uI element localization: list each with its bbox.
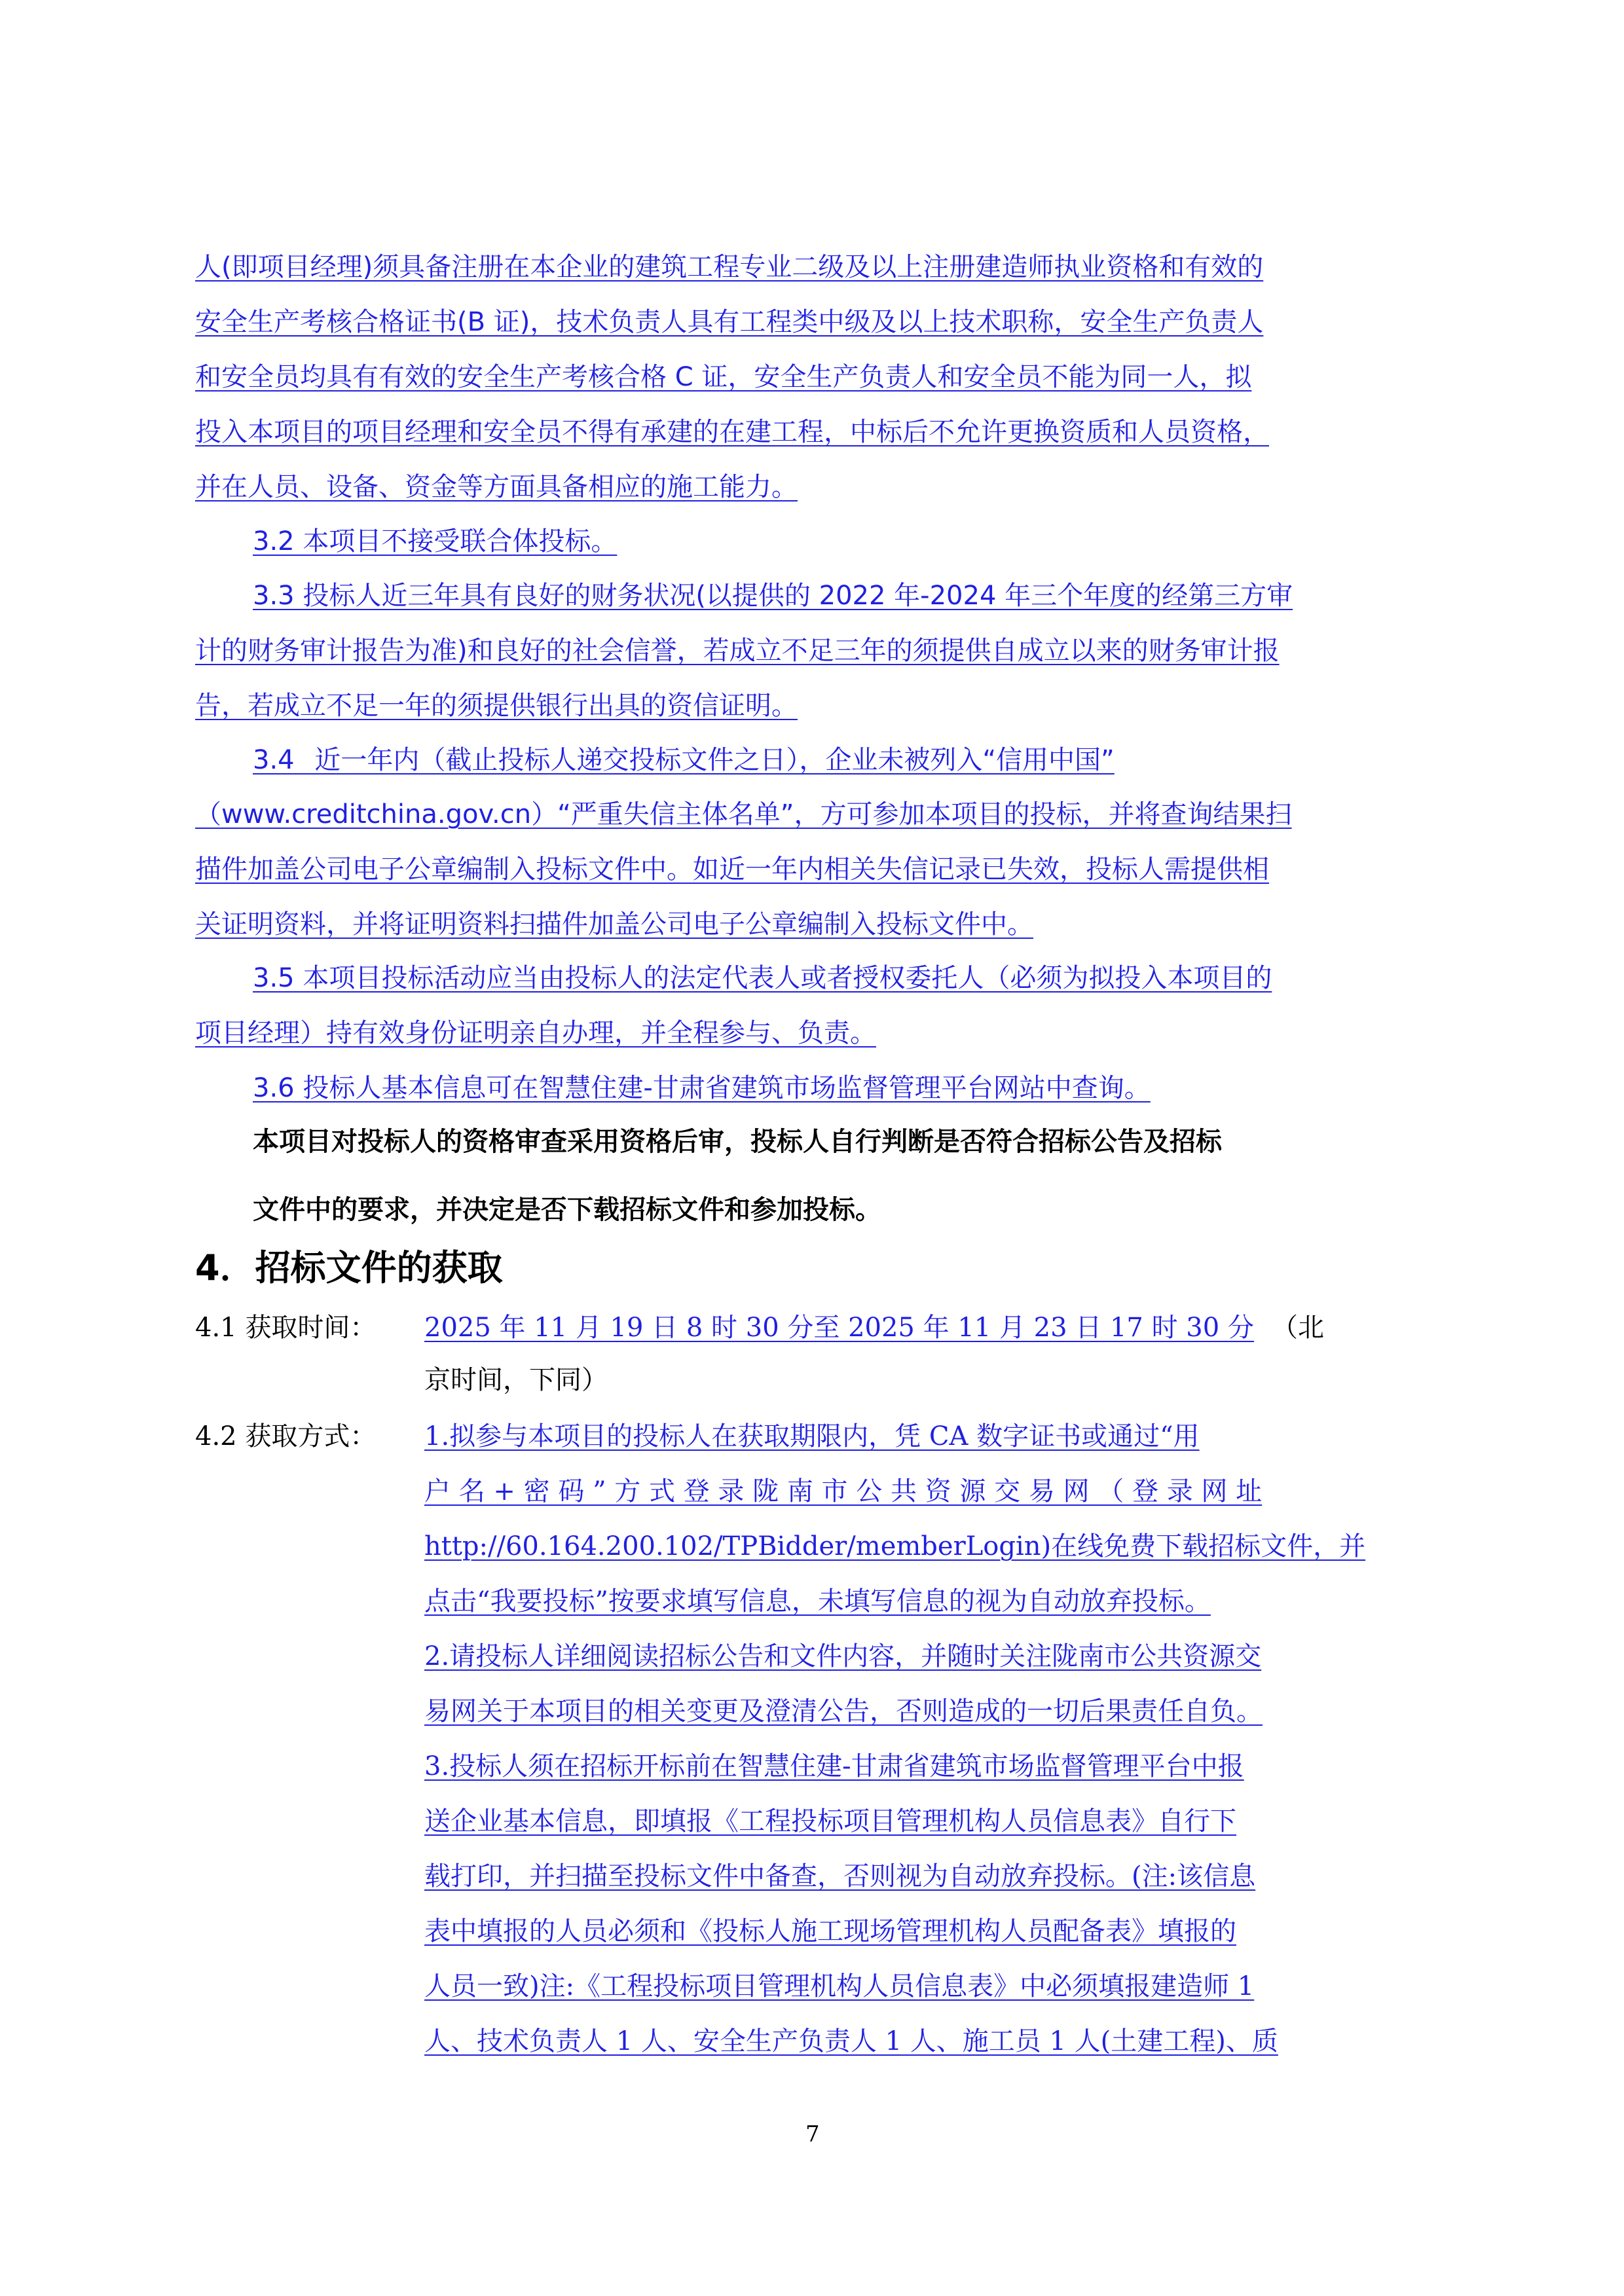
text-line: 描件加盖公司电子公章编制入投标文件中。如近一年内相关失信记录已失效，投标人需提供相 [195, 854, 1269, 884]
text-line: 3.3 投标人近三年具有良好的财务状况(以提供的 2022 年-2024 年三个年度的经第三方审 [253, 581, 1293, 611]
acquisition-time-value: 2025 年 11 月 19 日 8 时 30 分至 2025 年 11 月 23 日 17 时 30 分 [424, 1313, 1254, 1343]
text-line: 项目经理）持有效身份证明亲自办理，并全程参与、负责。 [195, 1018, 876, 1048]
text-line: 3.投标人须在招标开标前在智慧住建-甘肃省建筑市场监督管理平台中报 [424, 1751, 1244, 1781]
text-line: 文件中的要求，并决定是否下载招标文件和参加投标。 [253, 1195, 881, 1225]
text-line: 载打印，并扫描至投标文件中备查，否则视为自动放弃投标。(注:该信息 [424, 1861, 1256, 1891]
text-line: 1.拟参与本项目的投标人在获取期限内，凭 CA 数字证书或通过“用 [424, 1421, 1200, 1451]
text-line: 表中填报的人员必须和《投标人施工现场管理机构人员配备表》填报的 [424, 1916, 1236, 1946]
text-line: 人员一致)注:《工程投标项目管理机构人员信息表》中必须填报建造师 1 [424, 1971, 1255, 2001]
text-line: 3.5 本项目投标活动应当由投标人的法定代表人或者授权委托人（必须为拟投入本项目的 [253, 963, 1272, 993]
text-line: 和安全员均具有有效的安全生产考核合格 C 证，安全生产负责人和安全员不能为同一人，拟 [195, 362, 1252, 392]
text-line: 2.请投标人详细阅读招标公告和文件内容，并随时关注陇南市公共资源交 [424, 1641, 1262, 1671]
text-line: 易网关于本项目的相关变更及澄清公告，否则造成的一切后果责任自负。 [424, 1696, 1263, 1726]
text-line: 送企业基本信息，即填报《工程投标项目管理机构人员信息表》自行下 [424, 1806, 1236, 1836]
text-line: 并在人员、设备、资金等方面具备相应的施工能力。 [195, 472, 798, 502]
text-line: 户 名 + 密 码 ” 方 式 登 录 陇 南 市 公 共 资 源 交 易 网 （ 登 录 网 址 [424, 1476, 1263, 1506]
text-line: 本项目对投标人的资格审查采用资格后审，投标人自行判断是否符合招标公告及招标 [253, 1127, 1222, 1157]
text-line: 点击“我要投标”按要求填写信息，未填写信息的视为自动放弃投标。 [424, 1586, 1211, 1616]
text-line: 计的财务审计报告为准)和良好的社会信誉，若成立不足三年的须提供自成立以来的财务审计报 [195, 636, 1280, 666]
page-number: 7 [805, 2121, 820, 2147]
text-line: 人(即项目经理)须具备注册在本企业的建筑工程专业二级及以上注册建造师执业资格和有效的 [195, 252, 1264, 282]
text-line: 关证明资料，并将证明资料扫描件加盖公司电子公章编制入投标文件中。 [195, 909, 1033, 939]
text-line: 3.6 投标人基本信息可在智慧住建-甘肃省建筑市场监督管理平台网站中查询。 [253, 1073, 1151, 1103]
text-line: 人、技术负责人 1 人、安全生产负责人 1 人、施工员 1 人(土建工程)、质 [424, 2026, 1278, 2056]
item-label: 4.2 获取方式： [195, 1421, 377, 1451]
text-line: （www.creditchina.gov.cn）“严重失信主体名单”，方可参加本项目的投标，并将查询结果扫 [195, 799, 1292, 829]
text-line: 3.4 近一年内（截止投标人递交投标文件之日），企业未被列入“信用中国” [253, 745, 1115, 775]
text-line: 3.2 本项目不接受联合体投标。 [253, 526, 618, 556]
text-line: 安全生产考核合格证书(B 证)，技术负责人具有工程类中级及以上技术职称，安全生产负责人 [195, 307, 1264, 337]
text-line: （北 [1272, 1313, 1324, 1343]
section-heading: 4．招标文件的获取 [195, 1247, 503, 1288]
login-url-text: http://60.164.200.102/TPBidder/memberLogin)在线免费下载招标文件，并 [424, 1531, 1366, 1561]
item-label: 4.1 获取时间： [195, 1313, 377, 1343]
text-line: 京时间，下同） [424, 1365, 608, 1395]
text-line: 告，若成立不足一年的须提供银行出具的资信证明。 [195, 691, 798, 721]
text-line: 投入本项目的项目经理和安全员不得有承建的在建工程，中标后不允许更换资质和人员资格， [195, 417, 1269, 447]
